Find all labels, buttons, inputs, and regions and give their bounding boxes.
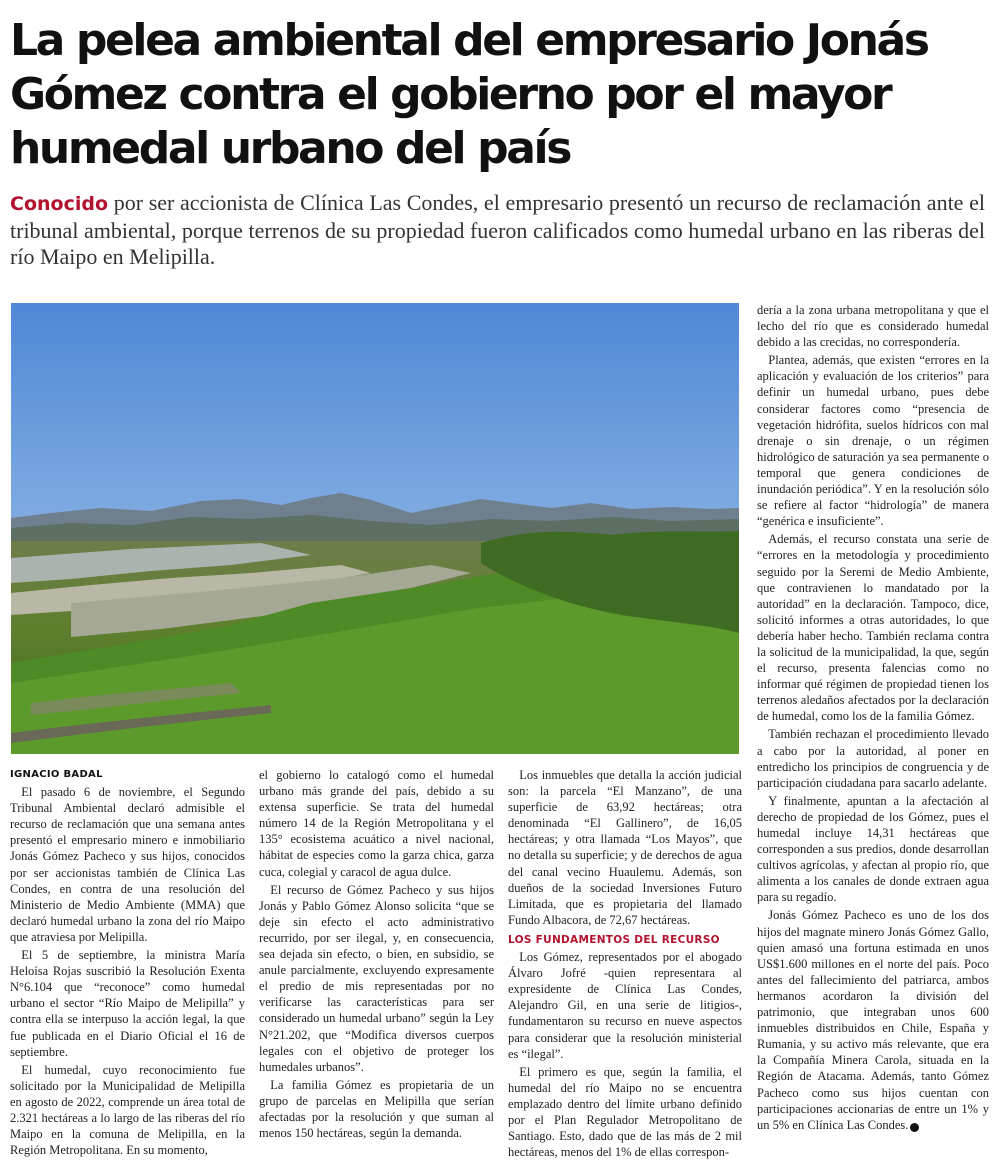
paragraph: El recurso de Gómez Pacheco y sus hijos Jonás y Pablo Gómez Alonso solicita “que se deje sin efecto el acto administrativo recurrido, por ser ilegal, y, en consecuencia, sea dejada sin efecto, o bien, en subsidio, se anule parcialmente, excluyendo expresamente el predio de mis representadas por no verificarse las características para ser considerado un humedal urbano” según la Ley N°21.202, que “Modifica diversos cuerpos legales con el objetivo de proteger los humedales urbanos”. [259, 882, 494, 1074]
paragraph: Los Gómez, representados por el abogado Álvaro Jofré -quien representara al expresidente de Clínica Las Condes, Alejandro Gil, en una serie de litigios-, fundamentaron su recurso en nueve aspectos para considerar que la resolución ministerial es “ilegal”. [508, 950, 742, 1061]
paragraph: Además, el recurso constata una serie de “errores en la metodología y procedimiento seguido por la Seremi de Medio Ambiente, que contravienen lo mandatado por la autoridad” en la declaración. Tampoco, dice, solicitó informes a otras autoridades, lo que debería haber hecho. También reclama contra la solicitud de la municipalidad, la que, según el recurso, presenta falencias como no informar qué régimen de propiedad tienen los terrenos aledaños afectados por la declaración de humedal, como los de la familia Gómez. [757, 532, 989, 724]
column-4 [757, 302, 989, 1133]
paragraph: el gobierno lo catalogó como el humedal urbano más grande del país, debido a su extensa superficie. Se trata del humedal número 14 de la Región Metropolitana y el 135° ecosistema acuático a nivel nacional, hábitat de especies como la garza chica, garza cuca, colegial y caracol de agua dulce. [259, 768, 494, 879]
paragraph: También rechazan el procedimiento llevado a cabo por la autoridad, al poner en entredicho los principios de congruencia y de participación ciudadana para sacarlo adelante. [757, 727, 989, 790]
paragraph: El humedal, cuyo reconocimiento fue solicitado por la Municipalidad de Melipilla en agosto de 2022, comprende un área total de 2.321 hectáreas a lo largo de las riberas del río Maipo en la comuna de Melipilla, en la Región Metropolitana. En su momento, [10, 1062, 245, 1158]
headline: La pelea ambiental del empresario Jonás Gómez contra el gobierno por el mayor humedal urbano del país [10, 15, 928, 174]
final-paragraph-text: Jonás Gómez Pacheco es uno de los dos hijos del magnate minero Jonás Gómez Gallo, quien amasó una fortuna estimada en unos US$1.600 millones en el norte del país. Poco antes del fallecimiento del patriarca, ambos hermanos acordaron la división del patrimonio, que integraban unos 600 inmuebles distribuidos en Chile, España y Rumania, y su activo más relevante, que era la Compañía Minera Carola, situada en la Región de Atacama. Además, tanto Gómez Pacheco como sus hijos cuentan con participaciones accionarias de entre un 1% y un 5% en Clínica Las Condes. [757, 908, 989, 1132]
byline: IGNACIO BADAL [10, 769, 103, 780]
paragraph: El 5 de septiembre, la ministra María Heloísa Rojas suscribió la Resolución Exenta N°6.104 que “reconoce” como humedal urbano el sector “Río Maipo de Melipilla” y contra ella se interpuso la acción legal, la que fue publicada en el Diario Oficial el 16 de septiembre. [10, 948, 245, 1059]
paragraph: Y finalmente, apuntan a la afectación al derecho de propiedad de los Gómez, pues el humedal incluye 14,31 hectáreas que corresponden a sus predios, donde desarrollan cultivos agrícolas, y afectan al propio río, que alimenta a los canales de donde extraen agua para su regadío. [757, 793, 989, 905]
deck-text: por ser accionista de Clínica Las Condes, el empresario presentó un recurso de reclamación ante el tribunal ambiental, porque terrenos de su propiedad fueron calificados como humedal urbano en las riberas del río Maipo en Melipilla. [10, 190, 985, 269]
wetland-landscape-image [11, 303, 739, 754]
section-subhead: LOS FUNDAMENTOS DEL RECURSO [508, 933, 720, 946]
paragraph: La familia Gómez es propietaria de un grupo de parcelas en Melipilla que serían afectadas por la resolución y que suman al menos 150 hectáreas, según la demanda. [259, 1077, 494, 1141]
end-mark-icon: P [910, 1123, 919, 1132]
column-2 [259, 767, 494, 1141]
paragraph: El primero es que, según la familia, el humedal del río Maipo no se encuentra emplazado dentro del límite urbano definido por el Plan Regulador Metropolitano de Santiago. Esto, dado que de las más de 2 mil hectáreas, menos del 1% de ellas correspon- [508, 1064, 742, 1160]
paragraph: Los inmuebles que detalla la acción judicial son: la parcela “El Manzano”, de una superficie de 63,92 hectáreas; otra denominada “El Gallinero”, de 16,05 hectáreas; y otra llamada “Los Mayos”, que no detalla su superficie; y de derechos de agua del canal vecino Huaulemu. Además, son dueños de la sociedad Inversiones Futuro Limitada, que es propietaria del llamado Fundo Albacora, de 72,67 hectáreas. [508, 768, 742, 927]
paragraph [757, 907, 989, 1132]
paragraph: El pasado 6 de noviembre, el Segundo Tribunal Ambiental declaró admisible el recurso de reclamación que una semana antes presentó el empresario minero e inmobiliario Jonás Gómez Pacheco y sus hijos, conocidos por ser accionistas también de Clínica Las Condes, en contra de una resolución del Ministerio de Medio Ambiente (MMA) que declaró humedal urbano la zona del río Maipo que atraviesa por Melipilla. [10, 785, 245, 944]
paragraph: dería a la zona urbana metropolitana y que el lecho del río que es considerado humedal debido a las crecidas, no correspondería. [757, 303, 989, 350]
article-photo [11, 303, 739, 754]
deck [10, 190, 985, 271]
deck-lead: Conocido [10, 193, 109, 215]
paragraph: Plantea, además, que existen “errores en la aplicación y evaluación de los criterios” para definir un humedal urbano, pues debe considerar factores como “presencia de vegetación hidrófita, suelos hídricos con mal drenaje o sin drenaje, o un régimen hidrológico de saturación ya sea permanente o temporal que genera condiciones de inundación periódica”. Y en la resolución sólo se refiere al factor “hidrología” de manera “genérica e insuficiente”. [757, 353, 989, 529]
column-1 [10, 767, 245, 1158]
column-3 [508, 767, 742, 1160]
